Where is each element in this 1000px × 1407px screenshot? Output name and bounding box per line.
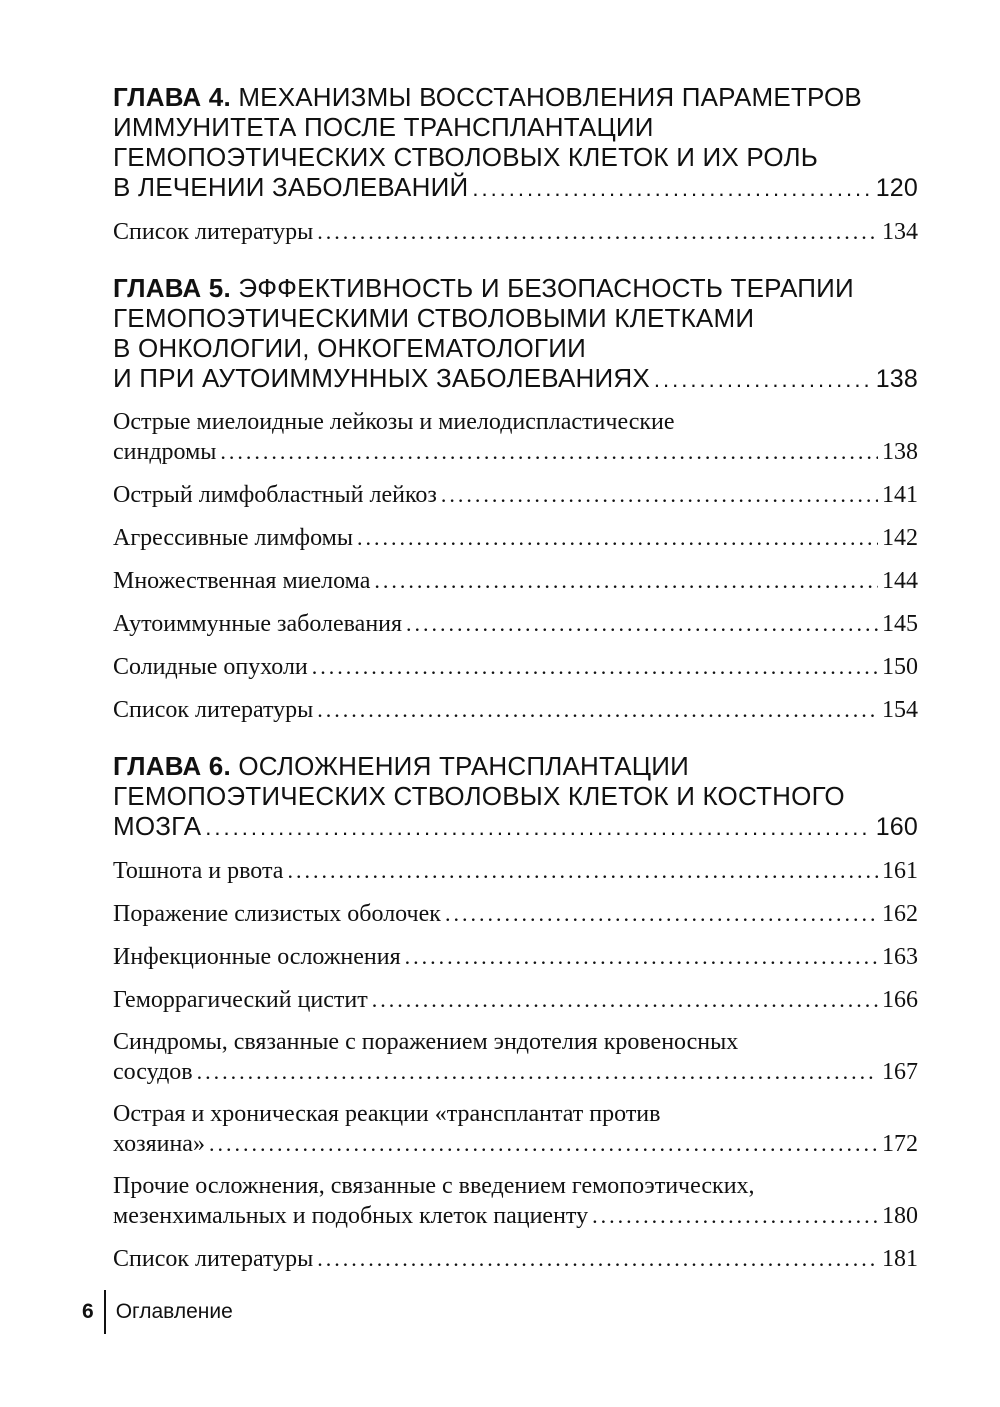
entry-title: Аутоиммунные заболевания <box>113 611 403 637</box>
chapter-title-line: ГЕМОПОЭТИЧЕСКИХ СТВОЛОВЫХ КЛЕТОК И КОСТНОГО <box>113 781 845 811</box>
leader-dots <box>357 523 878 552</box>
chapter-title-line: В ОНКОЛОГИИ, ОНКОГЕМАТОЛОГИИ <box>113 333 586 363</box>
page-number: 120 <box>875 174 918 202</box>
entry-title: синдромы <box>113 439 217 465</box>
leader-dots <box>205 813 871 843</box>
chapter-5 <box>113 273 918 725</box>
entry-title: Острый лимфобластный лейкоз <box>113 482 437 508</box>
chapter-title-line: МЕХАНИЗМЫ ВОССТАНОВЛЕНИЯ ПАРАМЕТРОВ <box>238 82 862 112</box>
chapter-label: ГЛАВА 4. <box>113 82 231 112</box>
entry-title-first-line: Прочие осложнения, связанные с введением гемопоэтических, <box>113 1173 755 1199</box>
chapter-4 <box>113 82 918 247</box>
entry-title: Список литературы <box>113 1246 314 1272</box>
toc-entry <box>113 985 918 1015</box>
page-footer <box>82 1290 233 1334</box>
entry-title-first-line: Синдромы, связанные с поражением эндотелия кровеносных <box>113 1029 739 1055</box>
entry-title: хозяина» <box>113 1131 205 1157</box>
chapter-heading <box>113 751 918 843</box>
page-number: 172 <box>882 1131 918 1157</box>
chapter-title-line: ОСЛОЖНЕНИЯ ТРАНСПЛАНТАЦИИ <box>238 751 689 781</box>
chapter-title-line: В ЛЕЧЕНИИ ЗАБОЛЕВАНИЙ <box>113 172 469 202</box>
page-number: 180 <box>882 1203 918 1229</box>
leader-dots <box>374 566 878 595</box>
chapter-title-last-line <box>113 172 918 204</box>
toc-entry <box>113 942 918 972</box>
leader-dots <box>220 437 878 466</box>
toc-entry <box>113 480 918 510</box>
leader-dots <box>209 1129 878 1158</box>
chapter-6 <box>113 751 918 1274</box>
leader-dots <box>441 480 878 509</box>
page-number: 141 <box>882 482 918 508</box>
leader-dots <box>405 942 878 971</box>
page-number: 142 <box>882 525 918 551</box>
footer-page-number: 6 <box>82 1300 94 1323</box>
page-number: 161 <box>882 858 918 884</box>
chapter-title-line: ГЕМОПОЭТИЧЕСКИМИ СТВОЛОВЫМИ КЛЕТКАМИ <box>113 303 755 333</box>
leader-dots <box>287 856 878 885</box>
toc-entry <box>113 652 918 682</box>
leader-dots <box>312 652 878 681</box>
page-number: 138 <box>875 365 918 393</box>
leader-dots <box>654 365 872 395</box>
chapter-heading <box>113 82 918 204</box>
chapter-label: ГЛАВА 6. <box>113 751 231 781</box>
table-of-contents <box>113 82 918 1290</box>
entry-title: Множественная миелома <box>113 568 371 594</box>
leader-dots <box>317 1244 878 1273</box>
entry-title: Геморрагический цистит <box>113 987 368 1013</box>
entry-title-first-line: Острая и хроническая реакции «трансплантат против <box>113 1101 661 1127</box>
chapter-title-last-line <box>113 811 918 843</box>
entry-title: Тошнота и рвота <box>113 858 284 884</box>
chapter-label: ГЛАВА 5. <box>113 273 231 303</box>
leader-dots <box>197 1057 878 1086</box>
chapter-title-line: ЭФФЕКТИВНОСТЬ И БЕЗОПАСНОСТЬ ТЕРАПИИ <box>238 273 854 303</box>
leader-dots <box>592 1201 878 1230</box>
toc-entry <box>113 609 918 639</box>
leader-dots <box>317 217 878 246</box>
toc-entry <box>113 1028 918 1087</box>
footer-divider <box>104 1290 106 1334</box>
chapter-title-line: ИММУНИТЕТА ПОСЛЕ ТРАНСПЛАНТАЦИИ <box>113 112 654 142</box>
entry-title-first-line: Острые миелоидные лейкозы и миелодиспластические <box>113 409 675 435</box>
page-number: 181 <box>882 1246 918 1272</box>
page-number: 145 <box>882 611 918 637</box>
page-number: 154 <box>882 697 918 723</box>
leader-dots <box>317 695 878 724</box>
chapter-title-last-line <box>113 363 918 395</box>
page-number: 167 <box>882 1059 918 1085</box>
toc-entry <box>113 523 918 553</box>
footer-section-title: Оглавление <box>115 1300 233 1323</box>
entry-title: Поражение слизистых оболочек <box>113 901 441 927</box>
toc-entry <box>113 1172 918 1231</box>
entry-title: Список литературы <box>113 219 314 245</box>
entry-title: Агрессивные лимфомы <box>113 525 353 551</box>
toc-entry <box>113 856 918 886</box>
entry-title: Список литературы <box>113 697 314 723</box>
chapter-title-line: ГЕМОПОЭТИЧЕСКИХ СТВОЛОВЫХ КЛЕТОК И ИХ РОЛЬ <box>113 142 818 172</box>
entry-title: мезенхимальных и подобных клеток пациенту <box>113 1203 589 1229</box>
toc-entry <box>113 1244 918 1274</box>
chapter-heading <box>113 273 918 395</box>
toc-entry <box>113 408 918 467</box>
page-number: 150 <box>882 654 918 680</box>
toc-entry <box>113 217 918 247</box>
toc-entry <box>113 1100 918 1159</box>
chapter-title-line: МОЗГА <box>113 811 202 841</box>
leader-dots <box>472 174 871 204</box>
page-number: 162 <box>882 901 918 927</box>
page-number: 138 <box>882 439 918 465</box>
entry-title: Солидные опухоли <box>113 654 308 680</box>
toc-entry <box>113 695 918 725</box>
page-number: 134 <box>882 219 918 245</box>
toc-entry <box>113 899 918 929</box>
entry-title: сосудов <box>113 1059 193 1085</box>
entry-title: Инфекционные осложнения <box>113 944 401 970</box>
page-number: 160 <box>875 813 918 841</box>
page-number: 144 <box>882 568 918 594</box>
leader-dots <box>406 609 878 638</box>
page-number: 166 <box>882 987 918 1013</box>
toc-entry <box>113 566 918 596</box>
chapter-title-line: И ПРИ АУТОИММУННЫХ ЗАБОЛЕВАНИЯХ <box>113 363 650 393</box>
page-number: 163 <box>882 944 918 970</box>
leader-dots <box>445 899 878 928</box>
leader-dots <box>372 985 878 1014</box>
